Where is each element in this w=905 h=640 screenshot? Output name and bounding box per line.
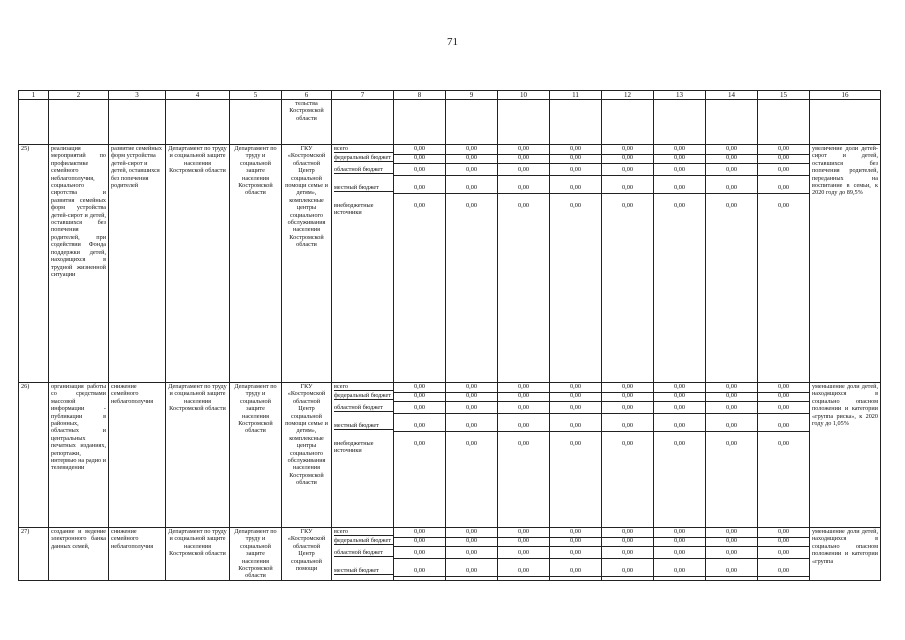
funding-value: 0,00 <box>550 166 601 176</box>
funding-value: 0,00 <box>394 567 445 577</box>
funding-value: 0,00 <box>446 567 497 577</box>
funding-value: 0,00 <box>550 549 601 559</box>
funding-value: 0,00 <box>550 567 601 577</box>
funding-value: 0,00 <box>621 202 634 209</box>
funding-value: 0,00 <box>602 528 653 538</box>
activity-row <box>19 528 881 581</box>
funding-value: 0,00 <box>602 383 653 393</box>
row-number: 27) <box>19 528 49 581</box>
funding-value: 0,00 <box>569 202 582 209</box>
column-number: 8 <box>394 91 446 100</box>
funding-values <box>602 528 654 581</box>
program-activities-table <box>18 90 881 581</box>
funding-value: 0,00 <box>706 549 757 559</box>
funding-value: 0,00 <box>706 422 757 432</box>
funding-source-label: федеральный бюджет <box>334 537 393 545</box>
funding-value: 0,00 <box>725 440 738 447</box>
funding-value: 0,00 <box>498 528 549 538</box>
funding-values <box>602 145 654 383</box>
funding-value: 0,00 <box>446 537 497 547</box>
funding-value: 0,00 <box>394 145 445 155</box>
funding-values <box>394 528 446 581</box>
page-number: 71 <box>447 36 458 48</box>
continuation-row <box>19 100 881 145</box>
funding-value: 0,00 <box>602 145 653 155</box>
funding-value: 0,00 <box>758 166 809 176</box>
funding-value: 0,00 <box>446 404 497 414</box>
empty-cell <box>166 100 230 145</box>
funding-value: 0,00 <box>602 404 653 414</box>
funding-value: 0,00 <box>413 202 426 209</box>
funding-values <box>498 145 550 383</box>
funding-value: 0,00 <box>394 422 445 432</box>
funding-value: 0,00 <box>550 422 601 432</box>
funding-value: 0,00 <box>602 184 653 194</box>
funding-value: 0,00 <box>446 145 497 155</box>
funding-value: 0,00 <box>446 383 497 393</box>
funding-value: 0,00 <box>550 528 601 538</box>
empty-cell <box>550 100 602 145</box>
funding-value: 0,00 <box>706 383 757 393</box>
row-number: 25) <box>19 145 49 383</box>
activity-row <box>19 145 881 383</box>
funding-value: 0,00 <box>758 567 809 577</box>
funding-value: 0,00 <box>654 528 705 538</box>
funding-source-label: областной бюджет <box>334 404 393 412</box>
empty-cell <box>498 100 550 145</box>
funding-value: 0,00 <box>654 392 705 402</box>
empty-cell <box>49 100 109 145</box>
row-number: 26) <box>19 383 49 528</box>
funding-value: 0,00 <box>654 567 705 577</box>
funding-values <box>446 145 498 383</box>
implementing-organization: ГКУ «Костромской областной Центр социальной помощи семье и детям», комплексные центры социального обслуживания населения Костромской области <box>282 145 332 383</box>
coordinator: Департамент по труду и социальной защите населения Костромской области <box>166 528 230 581</box>
activity-name: реализация мероприятий по профилактике семейного неблагополучия, социального сиротства и развития семейных форм устройства детей-сирот и детей, оставшихся без попечения родителей, при содействии Фонда поддержки детей, находящихся в трудной жизненной ситуации <box>49 145 109 383</box>
funding-value: 0,00 <box>758 154 809 164</box>
funding-value: 0,00 <box>758 392 809 402</box>
funding-value: 0,00 <box>550 184 601 194</box>
funding-values <box>446 528 498 581</box>
column-number: 7 <box>332 91 394 100</box>
funding-value: 0,00 <box>498 392 549 402</box>
funding-value: 0,00 <box>394 392 445 402</box>
column-number: 16 <box>810 91 881 100</box>
funding-value: 0,00 <box>602 166 653 176</box>
funding-value: 0,00 <box>446 528 497 538</box>
empty-cell <box>230 100 282 145</box>
funding-value: 0,00 <box>706 145 757 155</box>
funding-value: 0,00 <box>602 567 653 577</box>
responsible-executor: Департамент по труду и социальной защите населения Костромской области <box>230 383 282 528</box>
funding-value: 0,00 <box>706 166 757 176</box>
funding-value: 0,00 <box>498 383 549 393</box>
funding-values <box>654 383 706 528</box>
funding-value: 0,00 <box>550 392 601 402</box>
funding-value: 0,00 <box>394 166 445 176</box>
funding-value: 0,00 <box>621 440 634 447</box>
funding-value: 0,00 <box>446 166 497 176</box>
funding-value: 0,00 <box>569 440 582 447</box>
funding-value: 0,00 <box>654 154 705 164</box>
funding-source-label: местный бюджет <box>334 567 393 575</box>
column-number: 11 <box>550 91 602 100</box>
funding-value: 0,00 <box>498 154 549 164</box>
column-number: 3 <box>109 91 166 100</box>
funding-value: 0,00 <box>602 537 653 547</box>
funding-values <box>550 383 602 528</box>
column-number: 15 <box>758 91 810 100</box>
funding-source-label: федеральный бюджет <box>334 392 393 400</box>
activity-name: организация работы со средствами массовой информации - публикации в районных, областных и центральных печатных изданиях, репортажи, интервью на радио и телевидении <box>49 383 109 528</box>
funding-value: 0,00 <box>706 154 757 164</box>
funding-value: 0,00 <box>446 549 497 559</box>
empty-cell <box>394 100 446 145</box>
expected-result: уменьшение доли детей, находящихся в социально опасном положении и категории «группа риска», к 2020 году до 1,05% <box>810 383 881 528</box>
funding-value: 0,00 <box>550 154 601 164</box>
funding-value: 0,00 <box>725 202 738 209</box>
funding-value: 0,00 <box>498 166 549 176</box>
funding-source-label: внебюджетные источники <box>334 440 374 454</box>
funding-value: 0,00 <box>550 404 601 414</box>
funding-value: 0,00 <box>706 392 757 402</box>
funding-value: 0,00 <box>602 392 653 402</box>
coordinator: Департамент по труду и социальной защите населения Костромской области <box>166 145 230 383</box>
funding-values <box>602 383 654 528</box>
funding-source-label: местный бюджет <box>334 184 393 192</box>
funding-value: 0,00 <box>758 549 809 559</box>
empty-cell <box>810 100 881 145</box>
activity-row <box>19 383 881 528</box>
funding-value: 0,00 <box>602 154 653 164</box>
funding-value: 0,00 <box>498 422 549 432</box>
funding-value: 0,00 <box>517 202 530 209</box>
funding-values <box>758 383 810 528</box>
funding-values <box>758 528 810 581</box>
empty-cell <box>706 100 758 145</box>
empty-cell <box>109 100 166 145</box>
funding-value: 0,00 <box>706 404 757 414</box>
column-number: 5 <box>230 91 282 100</box>
expected-result: уменьшение доли детей, находящихся в социально опасном положении и категории «группа <box>810 528 881 581</box>
activity-name: создание и ведение электронного банка данных семей, <box>49 528 109 581</box>
funding-value: 0,00 <box>446 184 497 194</box>
funding-value: 0,00 <box>706 567 757 577</box>
funding-sources <box>332 383 394 528</box>
funding-source-label: всего <box>334 145 393 153</box>
funding-value: 0,00 <box>394 537 445 547</box>
funding-value: 0,00 <box>706 537 757 547</box>
funding-value: 0,00 <box>654 145 705 155</box>
funding-value: 0,00 <box>498 549 549 559</box>
funding-value: 0,00 <box>758 528 809 538</box>
funding-values <box>394 145 446 383</box>
funding-value: 0,00 <box>394 528 445 538</box>
responsible-executor: Департамент по труду и социальной защите населения Костромской области <box>230 528 282 581</box>
funding-value: 0,00 <box>777 202 790 209</box>
funding-value: 0,00 <box>446 392 497 402</box>
funding-value: 0,00 <box>758 537 809 547</box>
funding-value: 0,00 <box>465 440 478 447</box>
column-number: 1 <box>19 91 49 100</box>
funding-value: 0,00 <box>706 528 757 538</box>
column-number-row <box>19 91 881 100</box>
funding-value: 0,00 <box>654 166 705 176</box>
coordinator: Департамент по труду и социальной защите населения Костромской области <box>166 383 230 528</box>
column-number: 12 <box>602 91 654 100</box>
funding-value: 0,00 <box>654 404 705 414</box>
column-number: 6 <box>282 91 332 100</box>
funding-values <box>654 528 706 581</box>
funding-value: 0,00 <box>498 145 549 155</box>
funding-value: 0,00 <box>413 440 426 447</box>
empty-cell <box>19 100 49 145</box>
funding-value: 0,00 <box>654 422 705 432</box>
empty-cell <box>758 100 810 145</box>
funding-value: 0,00 <box>654 537 705 547</box>
empty-cell <box>654 100 706 145</box>
funding-value: 0,00 <box>654 184 705 194</box>
continuation-executor: тельства Костромской области <box>282 100 332 145</box>
funding-value: 0,00 <box>550 537 601 547</box>
funding-value: 0,00 <box>602 422 653 432</box>
funding-values <box>498 383 550 528</box>
responsible-executor: Департамент по труду и социальной защите населения Костромской области <box>230 145 282 383</box>
funding-sources <box>332 145 394 383</box>
funding-values <box>550 528 602 581</box>
funding-source-label: областной бюджет <box>334 166 393 174</box>
funding-values <box>654 145 706 383</box>
funding-value: 0,00 <box>602 549 653 559</box>
funding-value: 0,00 <box>446 422 497 432</box>
target-goal: снижение семейного неблагополучия <box>109 528 166 581</box>
funding-value: 0,00 <box>777 440 790 447</box>
implementing-organization: ГКУ «Костромской областной Центр социальной помощи семье и детям», комплексные центры социального обслуживания населения Костромской области <box>282 383 332 528</box>
funding-value: 0,00 <box>706 184 757 194</box>
funding-value: 0,00 <box>394 549 445 559</box>
funding-value: 0,00 <box>517 440 530 447</box>
funding-source-label: областной бюджет <box>334 549 393 557</box>
funding-values <box>706 383 758 528</box>
funding-source-label: всего <box>334 383 393 391</box>
funding-values <box>446 383 498 528</box>
funding-value: 0,00 <box>758 145 809 155</box>
funding-values <box>550 145 602 383</box>
funding-value: 0,00 <box>394 383 445 393</box>
funding-source-label: внебюджетные источники <box>334 202 374 216</box>
funding-values <box>758 145 810 383</box>
expected-result: увеличение доли детей-сирот и детей, оставшихся без попечения родителей, переданных на воспитание в семьи, к 2020 году до 89,5% <box>810 145 881 383</box>
funding-value: 0,00 <box>394 404 445 414</box>
funding-value: 0,00 <box>465 202 478 209</box>
funding-value: 0,00 <box>498 184 549 194</box>
funding-source-label: всего <box>334 528 393 536</box>
funding-value: 0,00 <box>758 383 809 393</box>
column-number: 2 <box>49 91 109 100</box>
funding-value: 0,00 <box>758 422 809 432</box>
funding-value: 0,00 <box>550 145 601 155</box>
column-number: 9 <box>446 91 498 100</box>
funding-values <box>394 383 446 528</box>
column-number: 10 <box>498 91 550 100</box>
funding-value: 0,00 <box>446 154 497 164</box>
funding-value: 0,00 <box>394 184 445 194</box>
empty-cell <box>602 100 654 145</box>
funding-sources <box>332 528 394 581</box>
funding-value: 0,00 <box>673 440 686 447</box>
funding-values <box>498 528 550 581</box>
funding-value: 0,00 <box>498 537 549 547</box>
column-number: 14 <box>706 91 758 100</box>
funding-source-label: федеральный бюджет <box>334 154 393 162</box>
funding-value: 0,00 <box>394 154 445 164</box>
funding-value: 0,00 <box>550 383 601 393</box>
empty-cell <box>446 100 498 145</box>
funding-value: 0,00 <box>654 383 705 393</box>
funding-value: 0,00 <box>654 549 705 559</box>
funding-value: 0,00 <box>758 184 809 194</box>
target-goal: развитие семейных форм устройства детей-сирот и детей, оставшихся без попечения родителей <box>109 145 166 383</box>
column-number: 4 <box>166 91 230 100</box>
funding-value: 0,00 <box>673 202 686 209</box>
funding-source-label: местный бюджет <box>334 422 393 430</box>
target-goal: снижение семейного неблагополучия <box>109 383 166 528</box>
empty-cell <box>332 100 394 145</box>
implementing-organization: ГКУ «Костромской областной Центр социальной помощи <box>282 528 332 581</box>
funding-value: 0,00 <box>498 404 549 414</box>
column-number: 13 <box>654 91 706 100</box>
funding-values <box>706 145 758 383</box>
funding-value: 0,00 <box>498 567 549 577</box>
funding-value: 0,00 <box>758 404 809 414</box>
funding-values <box>706 528 758 581</box>
